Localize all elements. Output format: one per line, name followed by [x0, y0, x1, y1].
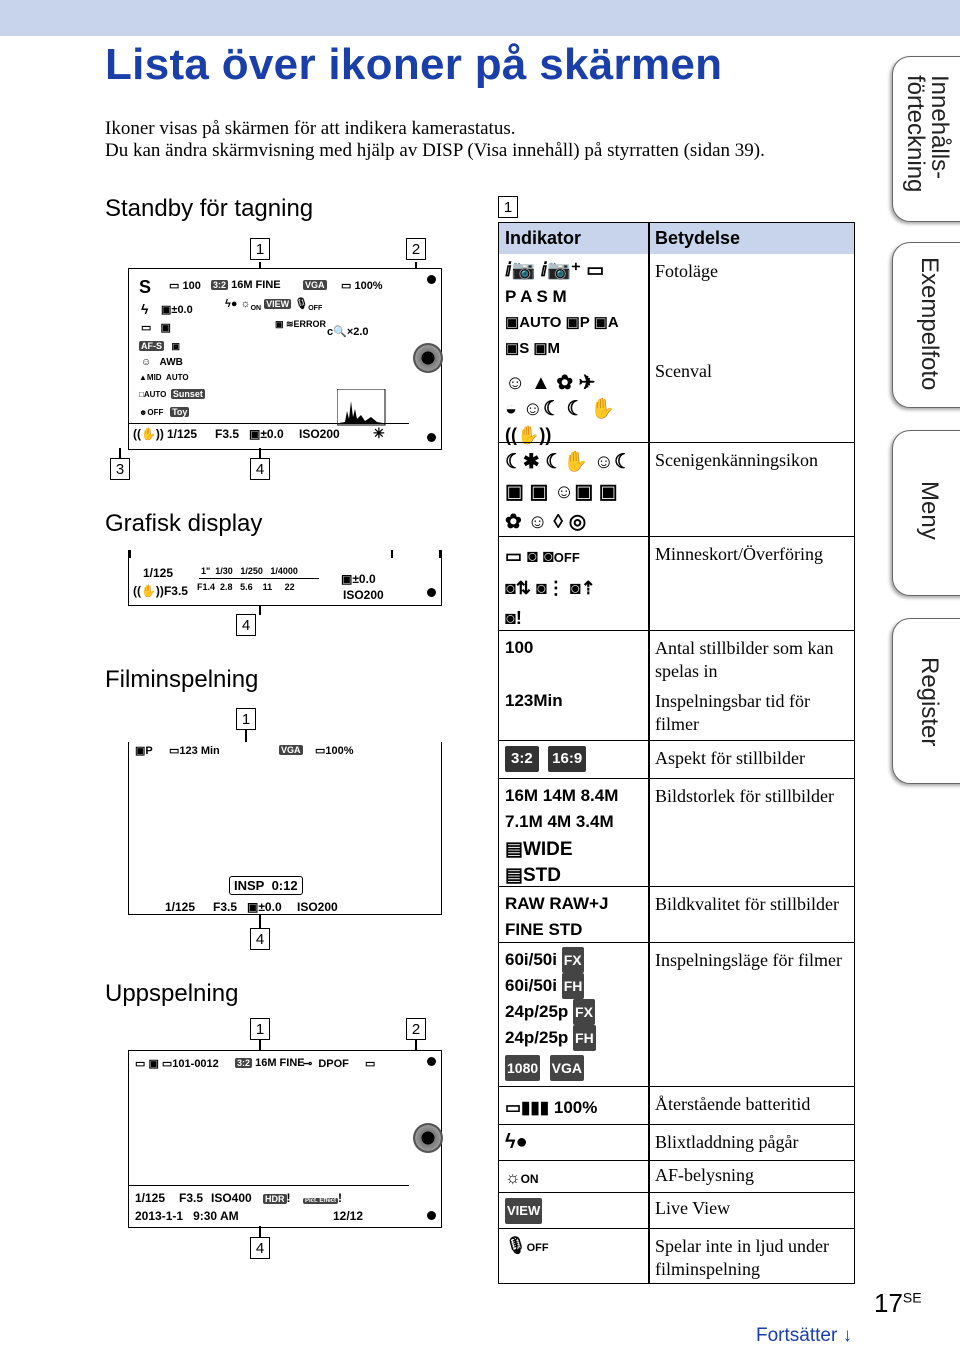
movie-remaining: ▭123 Min: [169, 745, 220, 757]
ae-lock-icon: ✳: [373, 425, 385, 441]
tab-menu[interactable]: [892, 430, 960, 596]
flash-icon: ϟ: [141, 301, 149, 317]
table-row-audio: [498, 1228, 855, 1284]
marker-3: 3: [110, 458, 130, 480]
movie-battery: ▭100%: [315, 745, 354, 757]
table-row-movie-mode: [498, 942, 855, 1086]
table-row-size: [498, 778, 855, 886]
recording-time: INSP 0:12: [229, 876, 303, 895]
shutter-scale: 1" 1/30 1/250 1/4000: [201, 566, 298, 576]
movie-mode-values: 60i/50i FX 60i/50i FH 24p/25p FX 24p/25p FH 1080 VGA: [505, 947, 645, 1081]
table-row-shots: [498, 630, 855, 684]
style-indicator: □AUTO Sunset: [139, 389, 203, 399]
graphic-screen: [128, 550, 442, 606]
arrow-down-icon: ↓: [842, 1325, 853, 1346]
table-row-battery: [498, 1086, 855, 1124]
table-header: [498, 222, 855, 254]
aperture-scale: F1.4 2.8 5.6 11 22: [197, 582, 295, 592]
meaning-scene: Scenval: [655, 361, 712, 381]
tab-contents[interactable]: [892, 56, 960, 222]
table-row-af: [498, 1160, 855, 1192]
graphic-shutter: 1/125: [143, 566, 174, 580]
graphic-ev: ▣±0.0: [341, 572, 376, 586]
table-row-photo-mode: [498, 254, 855, 445]
playback-quality: 3:2 16M FINE: [237, 1057, 305, 1069]
table-row-quality: [498, 886, 855, 942]
movie-screen: [128, 742, 442, 915]
shots-value: 100: [505, 638, 534, 657]
flash-charge-icon: ϟ●: [505, 1131, 528, 1153]
movie-aperture: F3.5: [213, 900, 238, 914]
header-meaning: Betydelse: [655, 228, 741, 248]
tab-sample-label: Exempelfoto: [916, 257, 943, 391]
marker-1: 1: [250, 238, 270, 260]
meaning-memory-card: Minneskort/Överföring: [655, 544, 823, 564]
scene-recognition-icons: ☾✱ ☾✋ ☺☾ ▣ ▣ ☺▣ ▣ ✿ ☺ ◊ ◎: [505, 451, 632, 533]
meaning-flash: Blixtladdning pågår: [655, 1132, 799, 1152]
playback-battery: ▭: [365, 1058, 376, 1070]
intro-line-2: Du kan ändra skärmvisning med hjälp av DISP (Visa innehåll) på styrratten (sidan 39).: [105, 140, 765, 161]
graphic-aperture: ((✋))F3.5: [133, 584, 188, 598]
table-row-aspect: [498, 740, 855, 778]
table-row-liveview: [498, 1192, 855, 1228]
movie-size: VGA: [281, 745, 301, 755]
marker-2-playback: 2: [406, 1018, 426, 1040]
indicator-table: [498, 222, 855, 1284]
tab-index-label: Register: [916, 657, 943, 747]
wb-indicator: ☺ AWB: [141, 357, 183, 368]
histogram: [337, 389, 387, 427]
steadyshot-icon: ((✋)): [133, 427, 164, 441]
playback-screen: [128, 1050, 442, 1228]
aperture: F3.5: [215, 427, 240, 441]
table-row-minutes: [498, 684, 855, 740]
tab-sample-photos[interactable]: [892, 242, 960, 408]
audio-off-icon: 🎙OFF: [505, 1236, 549, 1255]
mid-icons: ϟ● $☼_{ON}$ VIEW $🎙_{OFF}$: [225, 298, 323, 313]
movie-iso: ISO200: [297, 900, 338, 914]
meaning-audio: Spelar inte in ljud under filminspelning: [655, 1236, 829, 1279]
memory-card-icons: ▭ ◙ ◙OFF ◙⇅ ◙⋮ ◙⇡ ◙!: [505, 546, 596, 628]
meaning-size: Bildstorlek för stillbilder: [655, 786, 834, 806]
playback-date: 2013-1-1 9:30 AM: [135, 1209, 239, 1223]
intro-text: [105, 118, 765, 162]
aspect-size-quality: 3:2 16M FINE: [213, 279, 281, 291]
meaning-liveview: Live View: [655, 1198, 731, 1218]
meaning-shots: Antal stillbilder som kan spelas in: [655, 638, 834, 681]
mode-indicator: S: [139, 277, 152, 297]
standby-screen: [128, 268, 442, 450]
af-illuminator-icon: ☼ON: [505, 1168, 539, 1187]
table-row-memory-card: [498, 536, 855, 630]
marker-4-movie: 4: [250, 928, 270, 950]
playback-aperture: F3.5: [179, 1191, 204, 1205]
control-wheel-icon: [413, 343, 443, 373]
graphic-iso: ISO200: [343, 588, 384, 602]
marker-1-playback: 1: [250, 1018, 270, 1040]
quality-values: RAW RAW+J FINE STD: [505, 894, 609, 939]
meaning-battery: Återstående batteritid: [655, 1094, 811, 1114]
marker-4-playback: 4: [250, 1237, 270, 1259]
top-band: [0, 0, 960, 36]
error-indicator: ▣ ≋ERROR: [275, 319, 327, 329]
hdr-warning: HDR !: [265, 1191, 291, 1205]
battery-value: ▭▮▮▮ 100%: [505, 1098, 598, 1117]
section-heading-movie: Filminspelning: [105, 666, 259, 693]
protect-dpof: ⊸ DPOF: [303, 1058, 349, 1070]
movie-shutter: 1/125: [165, 900, 196, 914]
movie-mode-icon: ▣P: [135, 745, 153, 757]
live-view-icon: VIEW: [505, 1197, 645, 1224]
size-values: 16M 14M 8.4M 7.1M 4M 3.4M ▤WIDE ▤STD: [505, 786, 619, 886]
drive-icons: ▭ ▣: [141, 322, 171, 334]
intro-line-1: Ikoner visas på skärmen för att indikera kamerastatus.: [105, 118, 516, 139]
meaning-scene-recognition: Scenigenkänningsikon: [655, 450, 818, 470]
marker-4-graphic: 4: [236, 614, 256, 636]
meaning-photo-mode: Fotoläge: [655, 261, 718, 281]
battery-indicator: ▭ 100%: [341, 280, 383, 292]
page-number: $17^{SE}$: [874, 1288, 922, 1318]
table-row-scene-recognition: [498, 442, 855, 536]
meaning-aspect: Aspekt för stillbilder: [655, 748, 805, 768]
tab-menu-label: Meny: [916, 481, 943, 540]
effect-indicator: ☻OFF Toy: [139, 407, 188, 417]
section-heading-graphic: Grafisk display: [105, 510, 263, 537]
aspect-values: 3:2 16:9: [505, 745, 645, 772]
marker-4: 4: [250, 458, 270, 480]
marker-2: 2: [406, 238, 426, 260]
section-heading-standby: Standby för tagning: [105, 195, 314, 222]
control-wheel-icon-playback: [413, 1123, 443, 1153]
ev-small: ▣±0.0: [161, 304, 193, 316]
effect-warning: Pict. Effect !: [305, 1191, 343, 1205]
shutter-speed: 1/125: [167, 427, 198, 441]
movie-ev: ▣±0.0: [247, 900, 282, 914]
movie-size: VGA: [305, 280, 325, 290]
tab-index[interactable]: [892, 618, 960, 784]
playback-count: 12/12: [333, 1209, 364, 1223]
meaning-af: AF-belysning: [655, 1165, 754, 1185]
meaning-movie-mode: Inspelningsläge för filmer: [655, 950, 842, 970]
playback-folder: ▭ ▣ ▭101-0012: [135, 1058, 219, 1070]
iso: ISO200: [299, 427, 340, 441]
dro-indicator: ▲MID AUTO: [139, 373, 189, 382]
continue-link[interactable]: Fortsätter ↓: [756, 1325, 853, 1346]
header-indicator: Indikator: [505, 228, 582, 248]
marker-1-movie: 1: [236, 708, 256, 730]
zoom-indicator: c🔍×2.0: [327, 326, 369, 338]
meaning-minutes: Inspelningsbar tid för filmer: [655, 691, 810, 734]
table-section-marker: 1: [498, 196, 518, 218]
tab-contents-label: Innehålls- förteckning: [902, 75, 953, 193]
section-heading-playback: Uppspelning: [105, 980, 239, 1007]
playback-iso: ISO400: [211, 1191, 252, 1205]
exposure-comp: ▣±0.0: [249, 427, 284, 441]
page-title: Lista över ikoner på skärmen: [105, 40, 723, 89]
meaning-quality: Bildkvalitet för stillbilder: [655, 894, 839, 914]
table-row-flash: [498, 1124, 855, 1160]
photo-mode-icons: ⅈ📷 ⅈ📷⁺ ▭ P A S M ▣AUTO ▣P ▣A ▣S ▣M ☺ ▲ ✿ ✈ ◒ ☺☾ ☾ ✋ ((✋)): [505, 260, 619, 445]
shots-remaining: ▭ 100: [169, 280, 201, 292]
af-mode: AF-S ▣: [141, 341, 181, 351]
minutes-value: 123Min: [505, 691, 563, 710]
playback-shutter: 1/125: [135, 1191, 166, 1205]
